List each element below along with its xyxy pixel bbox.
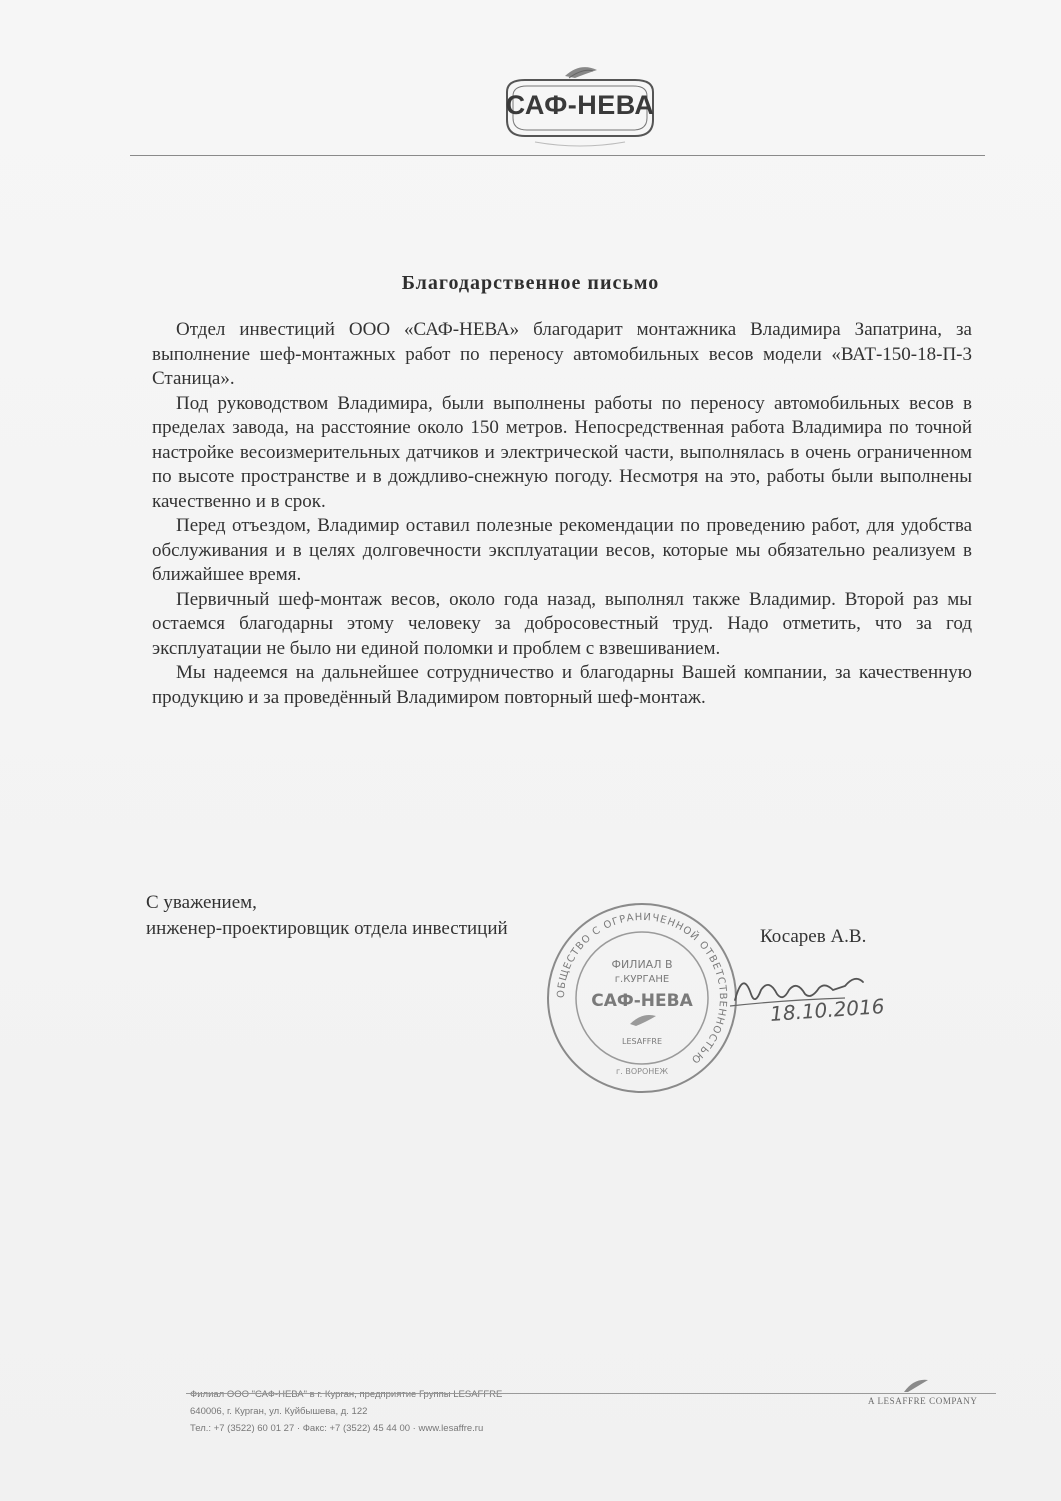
lesaffre-leaf-icon [900, 1376, 930, 1396]
signature-date: 18.10.2016 [769, 994, 886, 1026]
footer-line-3: Тел.: +7 (3522) 60 01 27 · Факс: +7 (3522) 45 44 00 · www.lesaffre.ru [190, 1423, 484, 1434]
stamp-center-name: САФ-НЕВА [591, 991, 693, 1011]
closing-regards: С уважением, [146, 892, 257, 913]
stamp-center-city: г.КУРГАНЕ [614, 974, 670, 985]
company-logo [495, 62, 665, 152]
stamp-brand: LESAFFRE [621, 1037, 663, 1046]
logo-text: САФ-НЕВА [505, 90, 655, 120]
stamp-bottom: г. ВОРОНЕЖ [616, 1067, 668, 1076]
header-divider [130, 155, 985, 156]
closing-block [146, 890, 508, 942]
signer-name: Косарев А.В. [760, 926, 867, 947]
stamp-ring-text: ОБЩЕСТВО С ОГРАНИЧЕННОЙ ОТВЕТСТВЕННОСТЬЮ [555, 911, 729, 1066]
company-stamp-icon [542, 898, 742, 1098]
footer-line-1: Филиал ООО "САФ-НЕВА" в г. Курган, предприятие Группы LESAFFRE [190, 1389, 503, 1400]
paragraph-4: Первичный шеф-монтаж весов, около года назад, выполнял также Владимир. Второй раз мы остаемся благодарны этому человеку за добросовестный труд. Надо отметить, что за год эксплуатации не было ни единой поломки и проблем с взвешиванием. [152, 588, 972, 659]
footer-brand: A LESAFFRE COMPANY [868, 1396, 978, 1406]
closing-position: инженер-проектировщик отдела инвестиций [146, 918, 508, 939]
stamp-center-top: ФИЛИАЛ В [611, 958, 673, 971]
stamp-leaf-icon [630, 1015, 656, 1026]
letter-title: Благодарственное письмо [401, 272, 660, 294]
paragraph-2: Под руководством Владимира, были выполнены работы по переносу автомобильных весов в пределах завода, на расстояние около 150 метров. Непосредственная работа Владимира по точной настройке весоизмерительных датчиков и электрической части, выполнялась в очень ограниченном по высоте пространстве и в дождливо-снежную погоду. Несмотря на это, работы были выполнены качественно и в срок. [152, 392, 972, 512]
footer-divider [186, 1393, 996, 1394]
footer-line-2: 640006, г. Курган, ул. Куйбышева, д. 122 [190, 1406, 368, 1417]
paragraph-1: Отдел инвестиций ООО «САФ-НЕВА» благодарит монтажника Владимира Запатрина, за выполнение шеф-монтажных работ по переносу автомобильных весов модели «ВАТ-150-18-П-3 Станица». [152, 319, 972, 389]
paragraph-5: Мы надеемся на дальнейшее сотрудничество и благодарны Вашей компании, за качественную продукцию и за проведённый Владимиром повторный шеф-монтаж. [152, 662, 972, 708]
letter-body [152, 318, 972, 710]
paragraph-3: Перед отъездом, Владимир оставил полезные рекомендации по проведению работ, для удобства обслуживания и в целях долговечности эксплуатации весов, которые мы обязательно реализуем в ближайшее время. [152, 515, 972, 585]
